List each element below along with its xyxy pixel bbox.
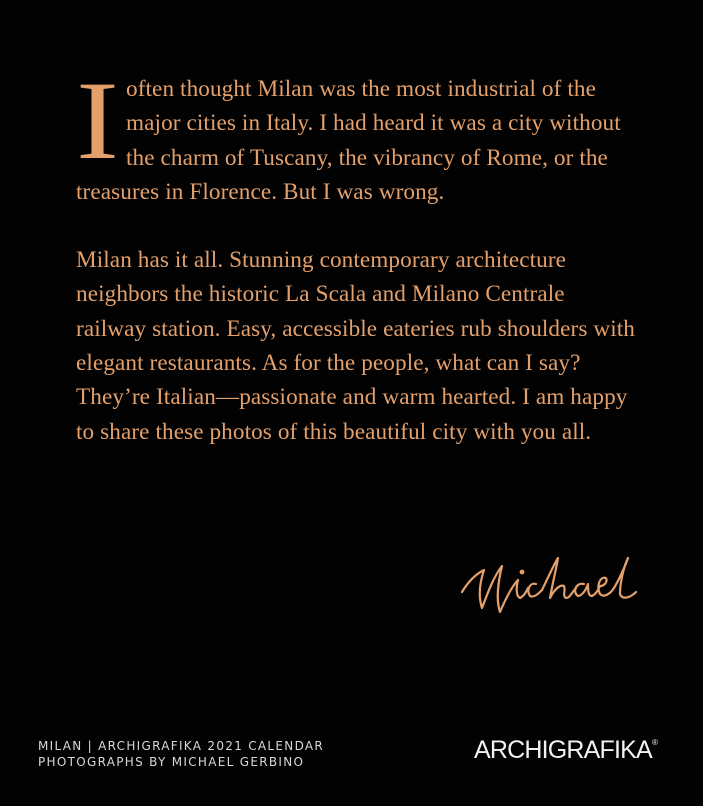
intro-paragraph-2: [76, 243, 636, 449]
footer-credits: [38, 738, 324, 770]
signature-michael: [458, 552, 642, 622]
drop-cap: I: [76, 59, 120, 183]
archigrafika-logo: [474, 736, 658, 765]
intro-paragraph-1-text: often thought Milan was the most industrial of the major cities in Italy. I had heard it was a city without the charm of Tuscany, the vibrancy of Rome, or the treasures in Florence. But I was wrong.: [76, 76, 621, 205]
registered-mark: ®: [651, 738, 658, 747]
intro-paragraph-1: [76, 59, 636, 209]
footer-calendar-title: MILAN | ARCHIGRAFIKA 2021 CALENDAR: [38, 739, 325, 753]
footer-photographer-credit: PHOTOGRAPHS BY MICHAEL GERBINO: [38, 755, 305, 769]
intro-paragraph-2-text: Milan has it all. Stunning contemporary architecture neighbors the historic La Scala and Milano Centrale railway station. Easy, accessible eateries rub shoulders with elegant restaurants. As for the people, what can I say? They’re Italian—passionate and warm hearted. I am happy to share these photos of this beautiful city with you all.: [76, 247, 635, 445]
intro-text-block: [76, 59, 636, 449]
logo-text: ARCHIGRAFIKA: [474, 736, 652, 764]
